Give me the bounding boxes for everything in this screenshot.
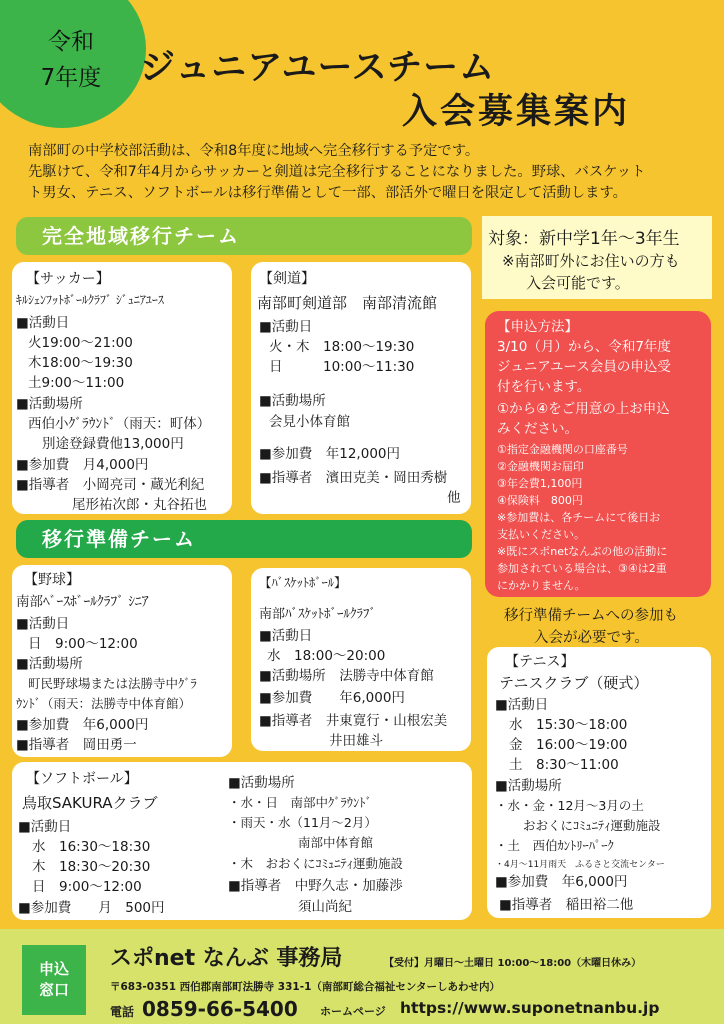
softball-r1: ■活動場所 <box>228 775 295 791</box>
apply-heading: 【申込方法】 <box>497 319 578 335</box>
basketball-team: 南部ﾊﾞｽｹｯﾄﾎﾞｰﾙｸﾗﾌﾞ <box>259 607 377 622</box>
tennis-l7: おおくにｺﾐｭﾆﾃｨ運動施設 <box>523 818 661 833</box>
soccer-l9: ■指導者 小岡亮司・蔵光利紀 <box>16 477 205 493</box>
card-baseball <box>12 565 232 757</box>
card-tennis <box>487 647 711 918</box>
soccer-l1: ■活動日 <box>16 315 70 331</box>
tennis-l3: 金 16:00〜19:00 <box>509 737 628 753</box>
soccer-l6: 西伯小ｸﾞﾗｳﾝﾄﾞ（雨天：町体） <box>28 416 211 432</box>
baseball-l7: ■指導者 岡田勇一 <box>16 737 137 753</box>
page-title: ジュニアユースチーム <box>140 48 496 88</box>
intro-line-2: 先駆けて、令和7年4月からサッカーと剣道は完全移行することになりました。野球、バスケット <box>28 164 646 180</box>
kendo-l6: ■参加費 年12,000円 <box>259 446 400 462</box>
homepage-label: ホームページ <box>320 1005 386 1018</box>
apply-item-6: 支払いください。 <box>497 528 585 541</box>
softball-heading: 【ソフトボール】 <box>26 771 138 787</box>
soccer-l5: ■活動場所 <box>16 396 83 412</box>
era-line2: 7年度 <box>40 65 102 91</box>
tennis-l10: ■参加費 年6,000円 <box>495 874 628 890</box>
kendo-l7: ■指導者 濱田克美・岡田秀樹 <box>259 470 448 486</box>
baseball-l4: 町民野球場または法勝寺中ｸﾞﾗ <box>28 676 197 691</box>
tennis-l9: ・4月〜11月雨天 ふるさと交流センター <box>495 860 665 870</box>
window-line1: 申込 <box>38 960 69 978</box>
baseball-l2: 日 9:00〜12:00 <box>28 636 138 652</box>
baseball-l1: ■活動日 <box>16 616 70 632</box>
kendo-l2: 火・木 18:00〜19:30 <box>269 339 415 355</box>
tennis-l5: ■活動場所 <box>495 778 562 794</box>
office-name: スポnet なんぶ 事務局 <box>110 946 343 971</box>
softball-r2: ・水・日 南部中ｸﾞﾗｳﾝﾄﾞ <box>228 795 372 810</box>
target-box <box>482 216 712 299</box>
apply-line-2: ジュニアユース会員の申込受 <box>497 359 671 375</box>
tennis-l11: ■指導者 稲田裕二他 <box>499 897 634 913</box>
kendo-l5: 会見小体育館 <box>269 414 350 430</box>
basketball-l1: ■活動日 <box>259 628 313 644</box>
office-hours: 【受付】月曜日〜土曜日 10:00〜18:00（木曜日休み） <box>384 958 642 969</box>
tennis-heading: 【テニス】 <box>505 654 575 670</box>
basketball-l3: ■活動場所 法勝寺中体育館 <box>259 668 434 684</box>
softball-r6: ■指導者 中野久志・加藤渉 <box>228 878 403 894</box>
soccer-l10: 尾形祐次郎・丸谷拓也 <box>72 497 207 513</box>
softball-l4: 日 9:00〜12:00 <box>32 879 142 895</box>
tennis-l8: ・土 西伯ｶﾝﾄﾘｰﾊﾟｰｸ <box>495 838 614 853</box>
kendo-l1: ■活動日 <box>259 319 313 335</box>
section-prep-transition: 移行準備チーム <box>16 520 472 558</box>
softball-r3: ・雨天・水（11月〜2月） <box>228 815 377 830</box>
tennis-l1: ■活動日 <box>495 697 549 713</box>
section-full-transition: 完全地域移行チーム <box>16 217 472 255</box>
softball-l1: ■活動日 <box>18 819 72 835</box>
tel-label: 電話 <box>110 1005 135 1019</box>
intro-line-3: ト男女、テニス、ソフトボールは移行準備として一部、部活外で曜日を限定して活動します。 <box>28 185 627 201</box>
application-window-badge <box>22 945 86 1015</box>
baseball-l6: ■参加費 年6,000円 <box>16 717 149 733</box>
intro-line-1: 南部町の中学校部活動は、令和8年度に地域へ完全移行する予定です。 <box>28 143 480 159</box>
card-softball <box>12 762 472 920</box>
soccer-team: ｷﾙｼｪﾝﾌｯﾄﾎﾞｰﾙｸﾗﾌﾞ ｼﾞｭﾆｱﾕｰｽ <box>16 293 164 307</box>
era-badge <box>0 0 146 128</box>
tennis-team: テニスクラブ（硬式） <box>499 674 649 692</box>
soccer-l7: 別途登録費他13,000円 <box>42 436 184 452</box>
soccer-l4: 土9:00〜11:00 <box>28 375 125 391</box>
baseball-heading: 【野球】 <box>24 572 80 588</box>
apply-line-3: 付を行います。 <box>497 379 591 395</box>
card-kendo <box>251 262 471 514</box>
apply-line-5: みください。 <box>497 421 578 437</box>
target-line2: ※南部町外にお住いの方も <box>502 252 680 270</box>
softball-r4: 南部中体育館 <box>298 835 374 850</box>
target-line3: 入会可能です。 <box>526 274 630 292</box>
basketball-heading: 【ﾊﾞｽｹｯﾄﾎﾞｰﾙ】 <box>259 575 347 590</box>
soccer-heading: 【サッカー】 <box>26 271 110 287</box>
apply-item-3: ③年会費1,100円 <box>497 477 583 490</box>
prep-note-line2: 入会が必要です。 <box>534 630 649 646</box>
soccer-l2: 火19:00〜21:00 <box>28 335 133 351</box>
card-soccer <box>12 262 232 514</box>
apply-method-box <box>485 311 711 597</box>
kendo-team: 南部町剣道部 南部清流館 <box>257 294 438 312</box>
homepage-url[interactable]: https://www.suponetnanbu.jp <box>400 999 660 1017</box>
tennis-l6: ・水・金・12月〜3月の土 <box>495 798 644 813</box>
prep-note-line1: 移行準備チームへの参加も <box>504 608 678 624</box>
page-subtitle: 入会募集案内 <box>402 92 631 132</box>
tennis-l2: 水 15:30〜18:00 <box>509 717 628 733</box>
tel-number[interactable]: 0859-66-5400 <box>142 997 298 1021</box>
era-line1: 令和 <box>48 29 94 55</box>
apply-item-1: ①指定金融機関の口座番号 <box>497 443 628 456</box>
baseball-team: 南部ﾍﾞｰｽﾎﾞｰﾙｸﾗﾌﾞ ｼﾆｱ <box>16 594 149 610</box>
softball-r5: ・木 おおくにｺﾐｭﾆﾃｨ運動施設 <box>228 856 404 871</box>
kendo-l4: ■活動場所 <box>259 393 326 409</box>
basketball-l4: ■参加費 年6,000円 <box>259 690 405 706</box>
apply-line-4: ①から④をご用意の上お申込 <box>497 401 670 417</box>
apply-item-7: ※既にスポnetなんぶの他の活動に <box>497 545 668 558</box>
apply-item-2: ②金融機関お届印 <box>497 460 584 473</box>
softball-l3: 木 18:30〜20:30 <box>32 859 151 875</box>
softball-r7: 須山尚紀 <box>298 899 352 915</box>
apply-item-4: ④保険料 800円 <box>497 494 583 507</box>
soccer-l8: ■参加費 月4,000円 <box>16 457 149 473</box>
basketball-l2: 水 18:00〜20:00 <box>267 648 386 664</box>
apply-item-5: ※参加費は、各チームにて後日お <box>497 511 661 524</box>
target-line1: 対象：新中学1年〜3年生 <box>488 229 680 249</box>
kendo-l3: 日 10:00〜11:30 <box>269 359 415 375</box>
kendo-heading: 【剣道】 <box>259 271 315 287</box>
office-address: 〒683-0351 西伯郡南部町法勝寺 331-1（南部町総合福祉センターしあわせ内） <box>110 981 500 993</box>
baseball-l3: ■活動場所 <box>16 656 83 672</box>
basketball-l6: 井田雄斗 <box>329 733 383 749</box>
apply-line-1: 3/10（月）から、令和7年度 <box>497 339 671 355</box>
softball-team: 鳥取SAKURAクラブ <box>22 794 158 812</box>
basketball-l5: ■指導者 井東寛行・山根宏美 <box>259 713 448 729</box>
card-basketball <box>251 568 471 751</box>
softball-l2: 水 16:30〜18:30 <box>32 839 151 855</box>
softball-l5: ■参加費 月 500円 <box>18 900 165 916</box>
window-line2: 窓口 <box>38 981 69 999</box>
soccer-l3: 木18:00〜19:30 <box>28 355 133 371</box>
apply-item-8: 参加されている場合は、③④は2重 <box>497 562 667 575</box>
apply-item-9: にかかりません。 <box>497 579 586 592</box>
kendo-l8: 他 <box>447 490 461 506</box>
baseball-l5: ｳﾝﾄﾞ（雨天：法勝寺中体育館） <box>16 696 192 711</box>
tennis-l4: 土 8:30〜11:00 <box>509 757 619 773</box>
